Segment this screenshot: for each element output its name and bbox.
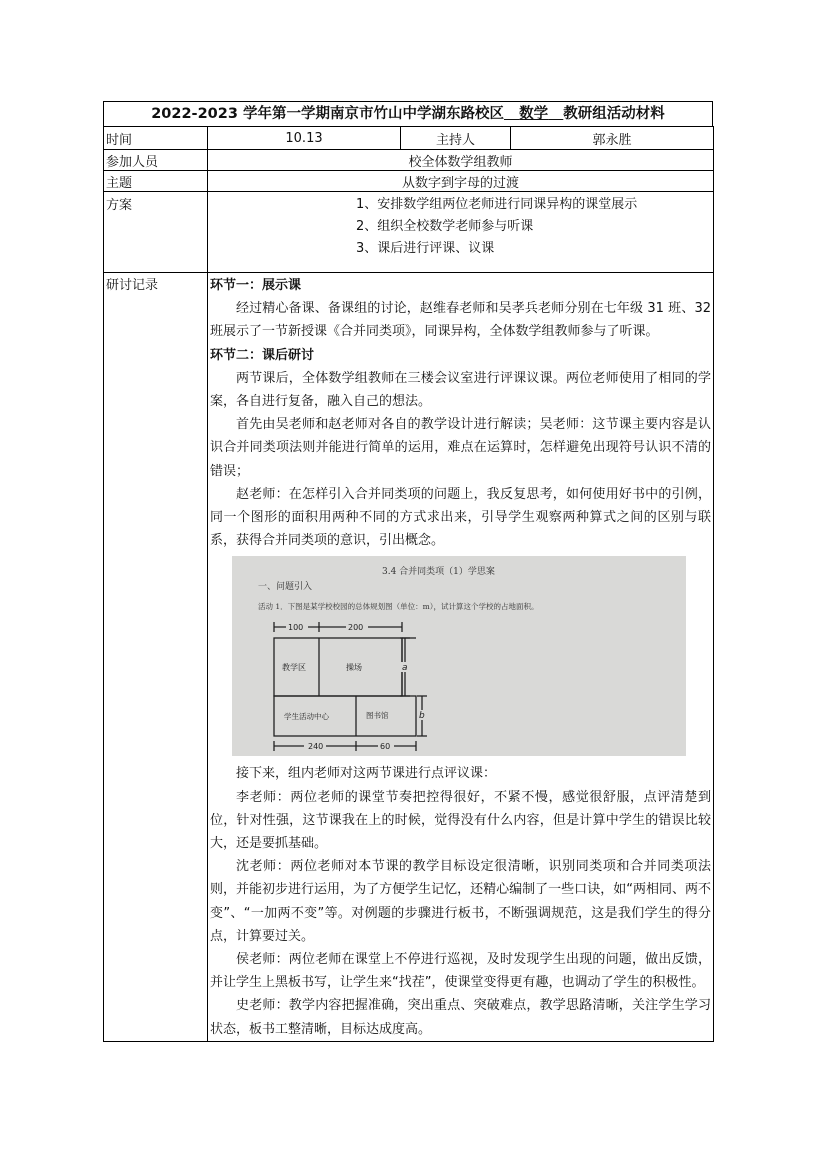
figure-section: 一、问题引入 [258, 582, 313, 593]
participants-label: 参加人员 [104, 150, 208, 171]
worksheet-photo [232, 556, 686, 756]
topic-row [104, 171, 714, 192]
paragraph: 史老师：教学内容把握准确，突出重点、突破难点，教学思路清晰，关注学生学习状态，板书工整清晰，目标达成度高。 [210, 998, 711, 1037]
dim-top-left: 100 [288, 623, 304, 633]
paragraph: 首先由吴老师和赵老师对各自的教学设计进行解读；吴老师：这节课主要内容是认识合并同类项法则并能进行简单的运用，难点在运算时，怎样避免出现符号认识不清的错误； [210, 417, 711, 479]
paragraph: 侯老师：两位老师在课堂上不停进行巡视，及时发现学生出现的问题，做出反馈，并让学生上黑板书写，让学生来“找茬”，使课堂变得更有趣，也调动了学生的积极性。 [210, 952, 711, 991]
participants-value: 校全体数学组教师 [208, 150, 714, 171]
paragraph: 赵老师：在怎样引入合并同类项的问题上，我反复思考，如何使用好书中的引例，同一个图形的面积用两种不同的方式求出来，引导学生观察两种算式之间的区别与联系，获得合并同类项的意识，引出概念。 [210, 486, 711, 549]
time-row [104, 127, 714, 150]
title-subject: 数学 [519, 106, 549, 122]
paragraph: 接下来，组内老师对这两节课进行点评议课： [236, 766, 497, 782]
participants-row [104, 150, 714, 171]
plan-row [104, 192, 714, 273]
topic-value: 从数字到字母的过渡 [208, 171, 714, 192]
room-teaching: 教学区 [282, 663, 306, 673]
activity-table [103, 126, 714, 1042]
record-content [208, 273, 714, 1042]
host-value: 郭永胜 [511, 127, 714, 150]
document [103, 101, 713, 1042]
figure-heading: 3.4 合并同类项（1）学思案 [382, 567, 495, 578]
plan-item: 2、组织全校数学老师参与听课 [356, 219, 534, 234]
plan-label: 方案 [104, 192, 208, 273]
paragraph: 李老师：两位老师的课堂节奏把控得很好，不紧不慢，感觉很舒服，点评清楚到位，针对性强，这节课我在上的时候，觉得没有什么内容，但是计算中学生的错误比较大，还是要抓基础。 [210, 789, 711, 852]
dim-b: b [419, 711, 425, 722]
figure-activity: 活动 1．下图是某学校校园的总体规划图（单位：m），试计算这个学校的占地面积。 [258, 602, 539, 612]
room-library: 图书馆 [366, 711, 389, 721]
dim-bottom-right: 60 [380, 742, 391, 752]
room-activity-center: 学生活动中心 [284, 712, 329, 722]
campus-plan-diagram [232, 556, 686, 756]
room-playground: 操场 [346, 663, 362, 673]
time-value: 10.13 [208, 127, 401, 150]
dim-bottom-left: 240 [308, 742, 324, 752]
paragraph: 沈老师：两位老师对本节课的教学目标设定很清晰，识别同类项和合并同类项法则，并能初步进行运用，为了方便学生记忆，还精心编制了一些口诀，如“两相同、两不变”、“一加两不变”等。对例题的步骤进行板书，不断强调规范，这是我们学生的得分点，计算要过关。 [210, 859, 711, 944]
section-heading: 环节二：课后研讨 [210, 347, 315, 363]
time-label: 时间 [104, 127, 208, 150]
document-title [103, 101, 713, 126]
record-row [104, 273, 714, 1042]
plan-item: 3、课后进行评课、议课 [356, 241, 495, 256]
plan-item: 1、安排数学组两位老师进行同课异构的课堂展示 [356, 197, 638, 212]
title-prefix: 2022-2023 学年第一学期南京市竹山中学湖东路校区 [151, 106, 504, 122]
topic-label: 主题 [104, 171, 208, 192]
paragraph: 经过精心备课、备课组的讨论，赵维春老师和吴孝兵老师分别在七年级 31 班、32 班展示了一节新授课《合并同类项》，同课异构，全体数学组教师参与了听课。 [210, 301, 711, 340]
paragraph: 两节课后，全体数学组教师在三楼会议室进行评课议课。两位老师使用了相同的学案，各自进行复备，融入自己的想法。 [210, 370, 711, 410]
dim-top-right: 200 [348, 623, 364, 633]
section-heading: 环节一：展示课 [210, 278, 302, 293]
title-suffix: 教研组活动材料 [563, 106, 665, 122]
dim-a: a [402, 663, 408, 674]
host-label: 主持人 [401, 127, 511, 150]
record-label: 研讨记录 [104, 273, 208, 1042]
plan-list [208, 192, 714, 273]
